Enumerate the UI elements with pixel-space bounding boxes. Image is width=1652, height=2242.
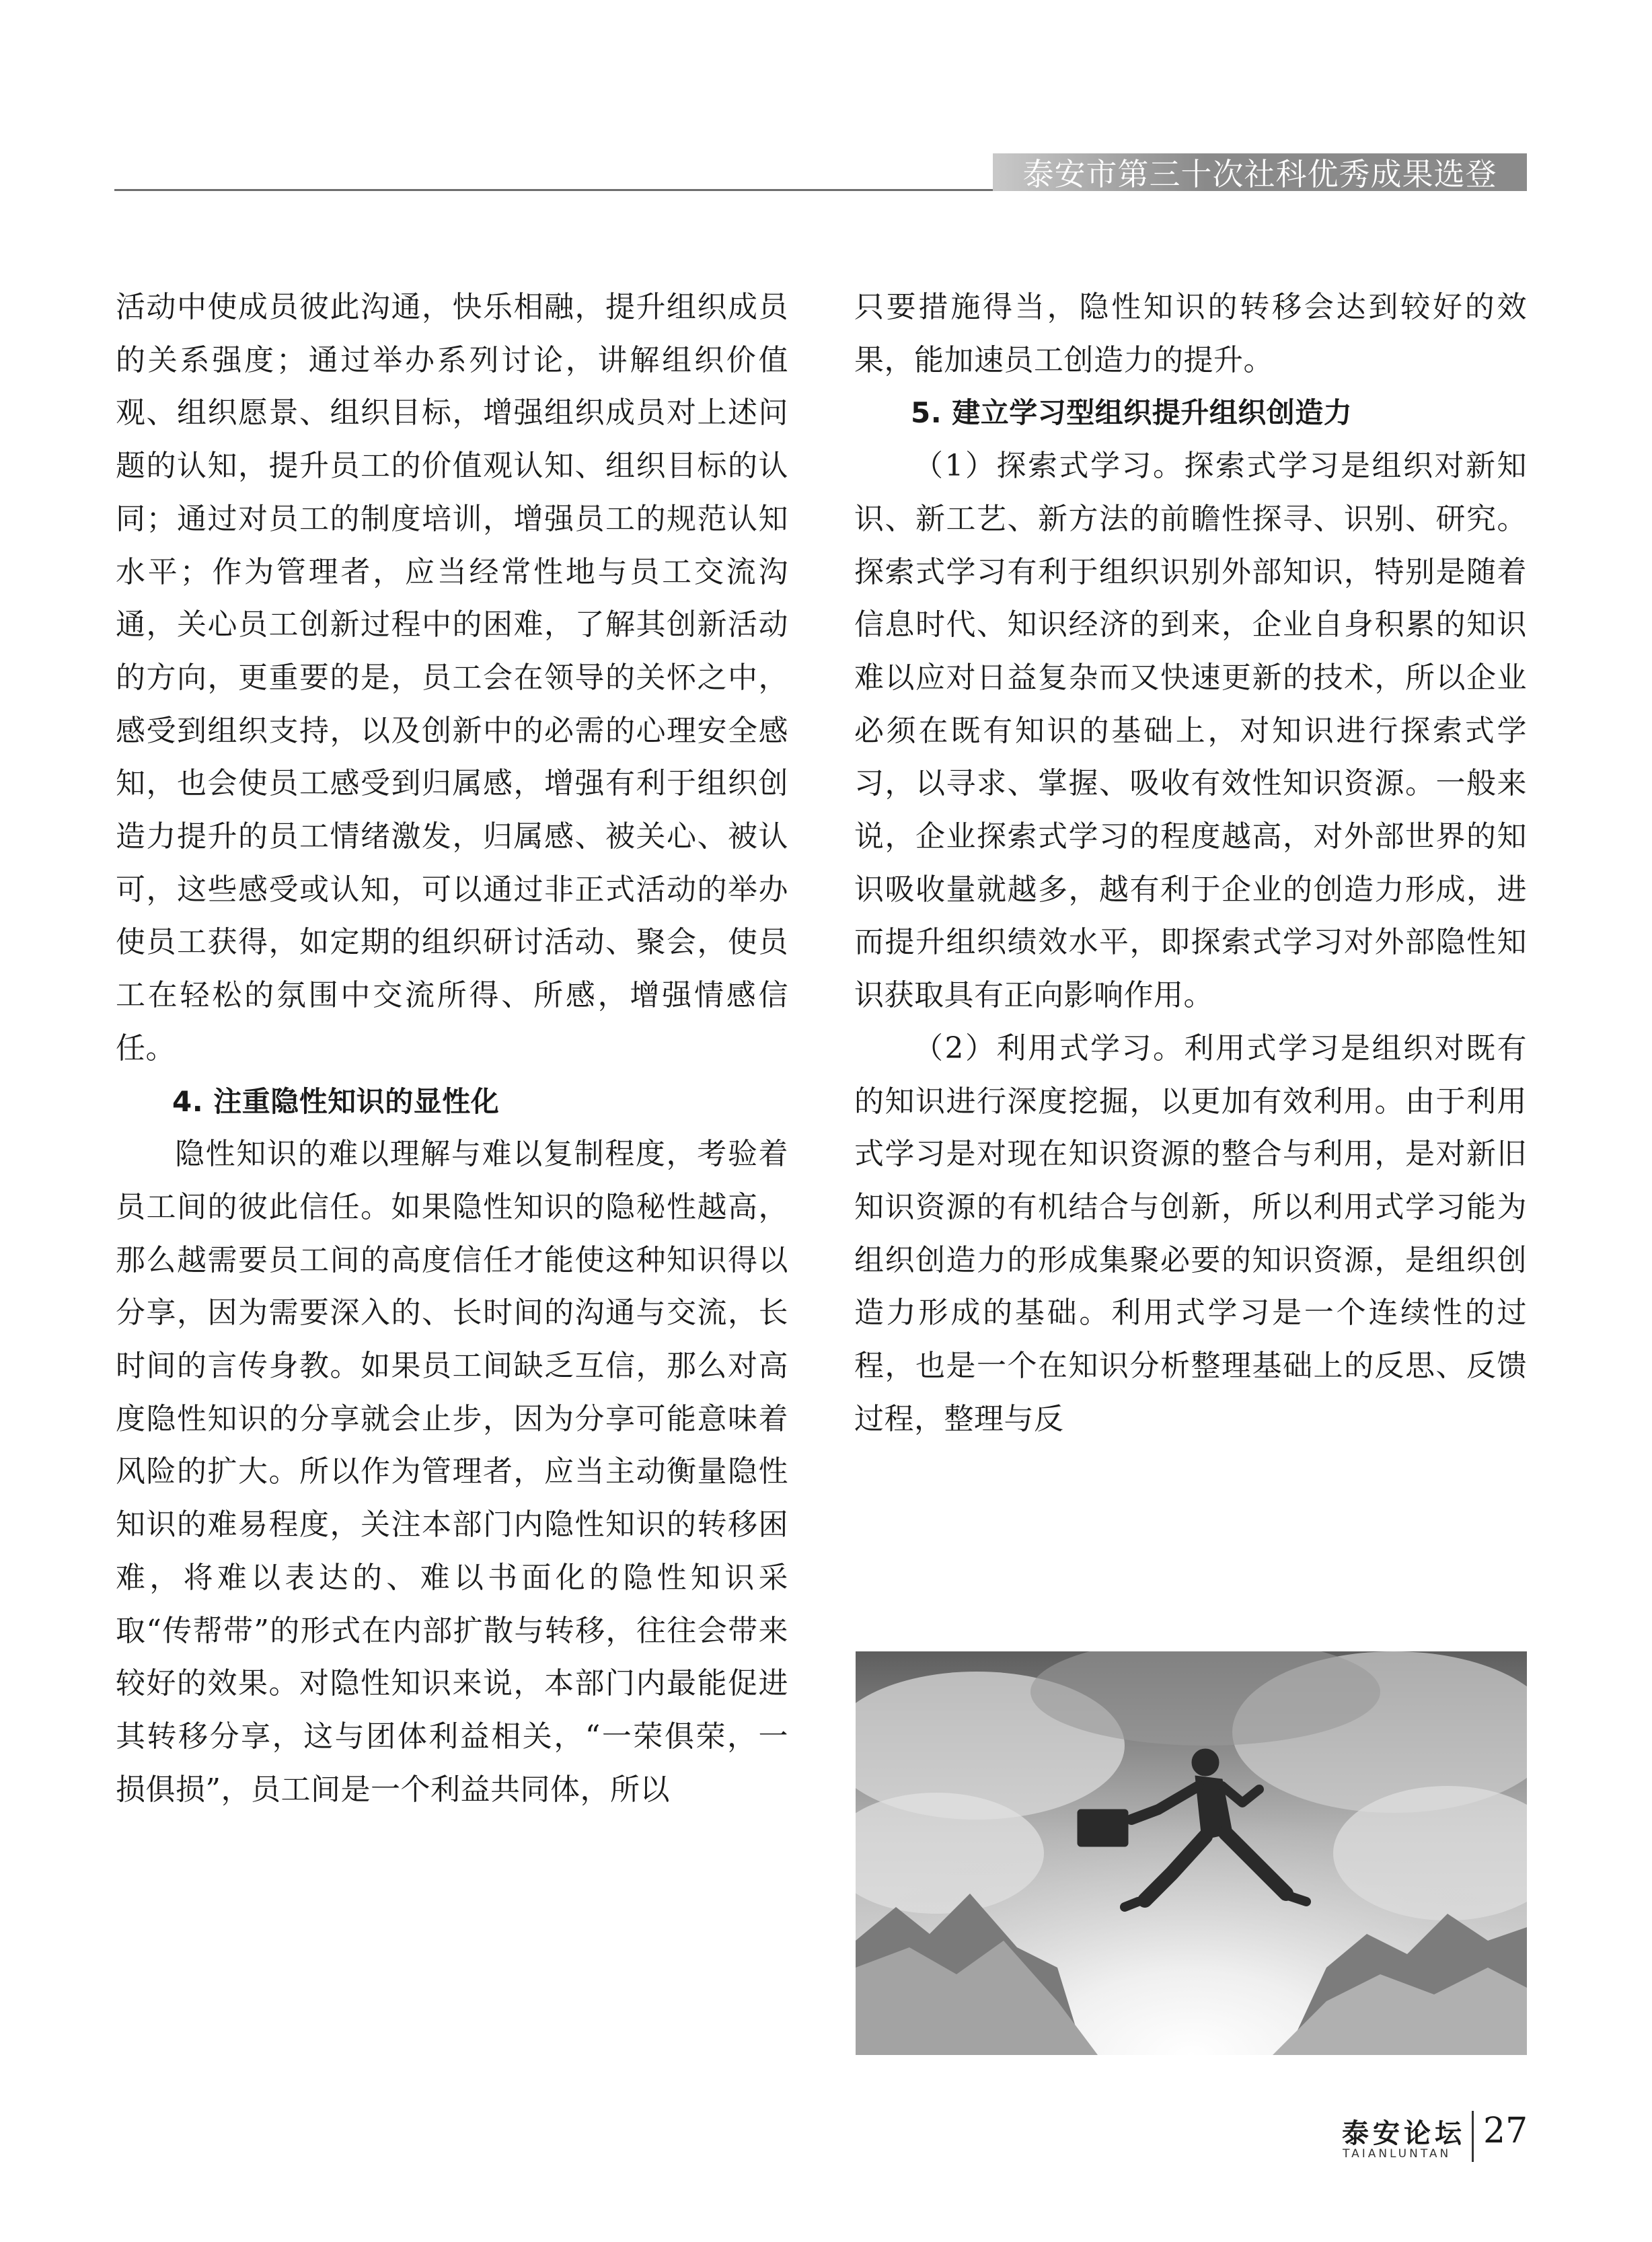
journal-name-pinyin: TAIANLUNTAN xyxy=(1343,2147,1452,2161)
paragraph: 只要措施得当，隐性知识的转移会达到较好的效果，能加速员工创造力的提升。 xyxy=(854,290,1527,377)
section-heading-5: 5. 建立学习型组织提升组织创造力 xyxy=(911,396,1353,430)
left-column xyxy=(116,281,788,1816)
illustration-photo xyxy=(856,1651,1527,2055)
paragraph: 隐性知识的难以理解与难以复制程度，考验着员工间的彼此信任。如果隐性知识的隐秘性越高，那么越需要员工间的高度信任才能使这种知识得以分享，因为需要深入的、长时间的沟通与交流，长时间的言传身教。如果员工间缺乏互信，那么对高度隐性知识的分享就会止步，因为分享可能意味着风险的扩大。所以作为管理者，应当主动衡量隐性知识的难易程度，关注本部门内隐性知识的转移困难，将难以表达的、难以书面化的隐性知识采取“传帮带”的形式在内部扩散与转移，往往会带来较好的效果。对隐性知识来说，本部门内最能促进其转移分享，这与团体利益相关，“一荣俱荣，一损俱损”，员工间是一个利益共同体，所以 xyxy=(116,1137,788,1807)
right-column xyxy=(854,281,1527,1446)
journal-name: 泰安论坛 xyxy=(1342,2118,1466,2149)
section-heading-4: 4. 注重隐性知识的显性化 xyxy=(172,1084,500,1118)
paragraph: 活动中使成员彼此沟通，快乐相融，提升组织成员的关系强度；通过举办系列讨论，讲解组织价值观、组织愿景、组织目标，增强组织成员对上述问题的认知，提升员工的价值观认知、组织目标的认同；通过对员工的制度培训，增强员工的规范认知水平；作为管理者，应当经常性地与员工交流沟通，关心员工创新过程中的困难，了解其创新活动的方向，更重要的是，员工会在领导的关怀之中，感受到组织支持，以及创新中的必需的心理安全感知，也会使员工感受到归属感，增强有利于组织创造力提升的员工情绪激发，归属感、被关心、被认可，这些感受或认知，可以通过非正式活动的举办使员工获得，如定期的组织研讨活动、聚会，使员工在轻松的氛围中交流所得、所感，增强情感信任。 xyxy=(116,290,788,1066)
header-banner-text: 泰安市第三十次社科优秀成果选登 xyxy=(1022,156,1497,192)
footer-separator xyxy=(1472,2111,1474,2162)
paragraph: （2）利用式学习。利用式学习是组织对既有的知识进行深度挖掘，以更加有效利用。由于利用式学习是对现在知识资源的整合与利用，是对新旧知识资源的有机结合与创新，所以利用式学习能为组织创造力的形成集聚必要的知识资源，是组织创造力形成的基础。利用式学习是一个连续性的过程，也是一个在知识分析整理基础上的反思、反馈过程，整理与反 xyxy=(854,1031,1527,1436)
header-banner xyxy=(993,153,1527,191)
leaping-businessman-illustration xyxy=(856,1651,1527,2055)
page-number: 27 xyxy=(1483,2111,1528,2151)
paragraph: （1）探索式学习。探索式学习是组织对新知识、新工艺、新方法的前瞻性探寻、识别、研究。探索式学习有利于组织识别外部知识，特别是随着信息时代、知识经济的到来，企业自身积累的知识难以应对日益复杂而又快速更新的技术，所以企业必须在既有知识的基础上，对知识进行探索式学习，以寻求、掌握、吸收有效性知识资源。一般来说，企业探索式学习的程度越高，对外部世界的知识吸收量就越多，越有利于企业的创造力形成，进而提升组织绩效水平，即探索式学习对外部隐性知识获取具有正向影响作用。 xyxy=(854,449,1527,1013)
